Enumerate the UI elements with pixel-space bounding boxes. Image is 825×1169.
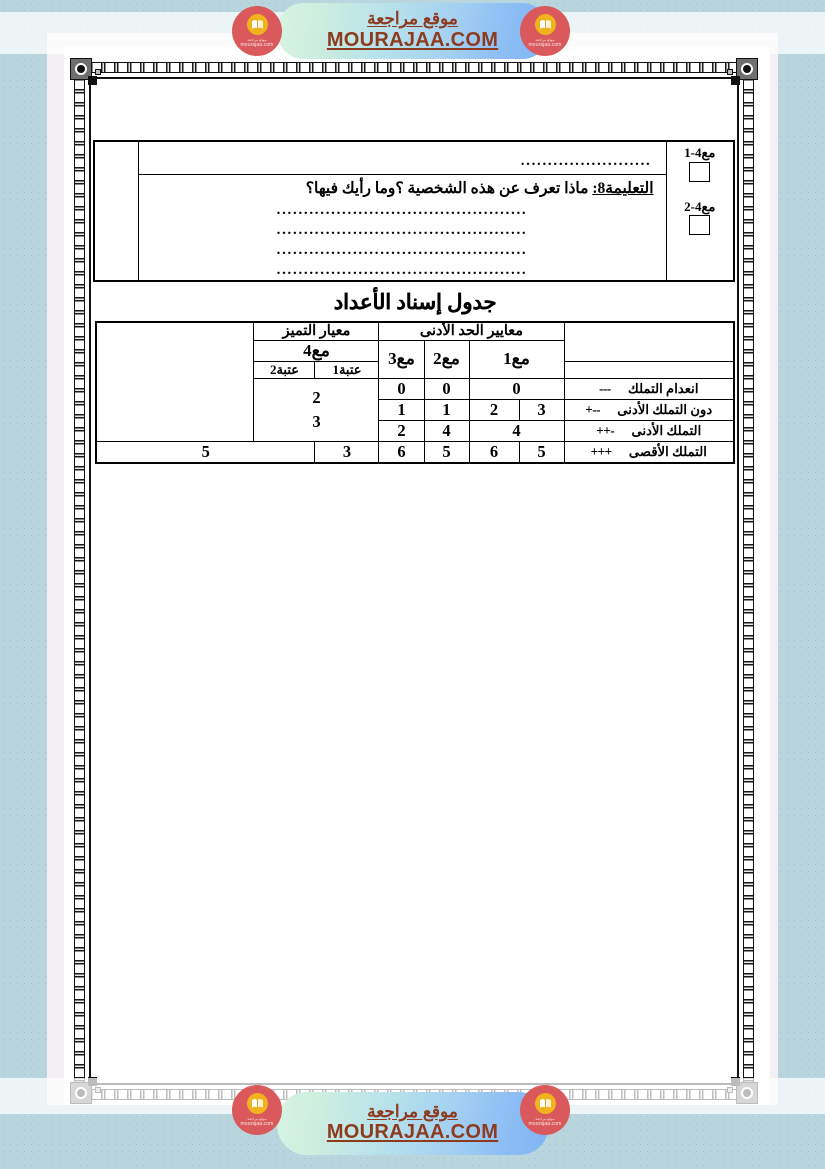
table-row — [94, 174, 734, 281]
cell-r0-crit1: 0 — [469, 378, 564, 399]
cell-r3-excellence: 5 — [96, 441, 315, 463]
checkbox-2[interactable] — [689, 215, 710, 235]
table-row — [96, 420, 734, 441]
cell-r3-crit1-b: 6 — [469, 441, 519, 463]
cell-r3-crit2-a: 5 — [424, 441, 469, 463]
logo-english-text: mourajaa.com — [240, 1121, 274, 1128]
grading-header-row-1 — [96, 322, 734, 341]
header-threshold-1: عتبة1 — [315, 361, 379, 378]
cell-r3-crit3: 3 — [315, 441, 379, 463]
logo-arabic-text: موقع مراجعة — [535, 1116, 555, 1121]
dotted-line-top: ........................ — [520, 154, 652, 169]
question-text: ماذا تعرف عن هذه الشخصية ؟وما رأيك فيها؟ — [305, 179, 589, 197]
row-label-1 — [564, 399, 734, 420]
book-icon — [535, 1093, 556, 1114]
book-icon — [247, 1093, 268, 1114]
row-symbol: --+ — [585, 401, 600, 417]
banner-english-title: MOURAJAA.COM — [326, 1121, 499, 1144]
cell-r3-crit2-b: 6 — [379, 441, 424, 463]
banner-arabic-title: موقع مراجعة — [367, 1101, 458, 1121]
banner-english-title: MOURAJAA.COM — [326, 28, 499, 51]
header-crit-2: مع2 — [424, 340, 469, 378]
logo-english-text: mourajaa.com — [240, 42, 274, 49]
top-dotted-row — [138, 141, 666, 174]
site-logo-left[interactable] — [232, 1085, 282, 1135]
row-label-text: التملك الأقصى — [628, 443, 707, 459]
logo-arabic-text: موقع مراجعة — [535, 37, 555, 42]
header-crit-1: مع1 — [469, 340, 564, 378]
cell-r0-crit2: 0 — [424, 378, 469, 399]
row-symbol: -++ — [596, 422, 615, 438]
cell-r2-crit2: 4 — [424, 420, 469, 441]
checkbox-1[interactable] — [689, 162, 710, 182]
dotted-line: .............................................. — [276, 201, 528, 218]
row-label-text: دون التملك الأدنى — [617, 401, 713, 417]
cell-r3-crit1-a: 5 — [519, 441, 564, 463]
dotted-line: .............................................. — [276, 241, 528, 258]
site-logo-right[interactable] — [520, 1085, 570, 1135]
row-symbol: --- — [599, 380, 611, 396]
cell-r1-crit3: 1 — [379, 399, 424, 420]
grading-table-title: جدول إسناد الأعداد — [333, 289, 497, 314]
excellence-value-1: 2 — [312, 387, 321, 407]
header-excellence-criterion: معيار التميز — [254, 322, 379, 341]
cell-r2-crit1: 4 — [469, 420, 564, 441]
grading-table — [95, 321, 735, 464]
row-label-0 — [564, 378, 734, 399]
book-icon — [535, 14, 556, 35]
checkbox-column — [666, 141, 734, 281]
left-empty-column — [94, 141, 138, 281]
cell-r0-crit3: 0 — [379, 378, 424, 399]
header-crit-3: مع3 — [379, 340, 424, 378]
worksheet-content — [95, 140, 735, 464]
banner-pill[interactable] — [277, 1092, 549, 1155]
cell-r1-crit1-b: 2 — [469, 399, 519, 420]
answer-line-2[interactable] — [139, 220, 666, 240]
logo-english-text: mourajaa.com — [528, 1121, 562, 1128]
checkbox-label-2: مع4-2 — [684, 198, 716, 214]
cell-r2-crit3: 2 — [379, 420, 424, 441]
banner-arabic-title: موقع مراجعة — [367, 9, 458, 29]
header-minimum-criteria: معايير الحد الأدنى — [379, 322, 564, 341]
cell-r1-crit1-a: 3 — [519, 399, 564, 420]
book-icon — [247, 14, 268, 35]
banner-pill[interactable] — [277, 3, 549, 59]
cell-excellence-merged — [254, 378, 379, 441]
question-cell — [138, 174, 666, 281]
site-logo-right[interactable] — [520, 6, 570, 56]
row-symbol: +++ — [590, 443, 612, 459]
header-blank-cell — [564, 322, 734, 362]
row-label-3 — [564, 441, 734, 463]
checkbox-label-1: مع4-1 — [684, 145, 716, 160]
row-label-text: انعدام التملك — [627, 380, 699, 396]
logo-arabic-text: موقع مراجعة — [247, 1116, 267, 1121]
table-row — [96, 441, 734, 463]
row-label-text: التملك الأدنى — [631, 422, 702, 438]
table-row — [96, 399, 734, 420]
logo-arabic-text: موقع مراجعة — [247, 37, 267, 42]
answer-line-3[interactable] — [139, 240, 666, 260]
instruction-table — [93, 140, 735, 282]
table-row — [94, 141, 734, 174]
answer-line-1[interactable] — [139, 200, 666, 220]
answer-line-4[interactable] — [139, 260, 666, 280]
excellence-value-2: 3 — [312, 411, 321, 431]
site-logo-left[interactable] — [232, 6, 282, 56]
dotted-line: .............................................. — [276, 261, 528, 278]
header-crit-4: مع4 — [254, 340, 379, 361]
header-threshold-2: عتبة2 — [254, 361, 315, 378]
row-label-2 — [564, 420, 734, 441]
bottom-watermark-banner — [0, 1078, 825, 1169]
dotted-line: .............................................. — [276, 221, 528, 238]
cell-r1-crit1-c: 1 — [424, 399, 469, 420]
top-watermark-banner — [0, 0, 825, 62]
logo-english-text: mourajaa.com — [528, 42, 562, 49]
question-label: التعليمة8: — [592, 179, 654, 197]
table-row — [96, 378, 734, 399]
question-line — [139, 175, 666, 200]
header-blank-cell-2 — [564, 361, 734, 378]
